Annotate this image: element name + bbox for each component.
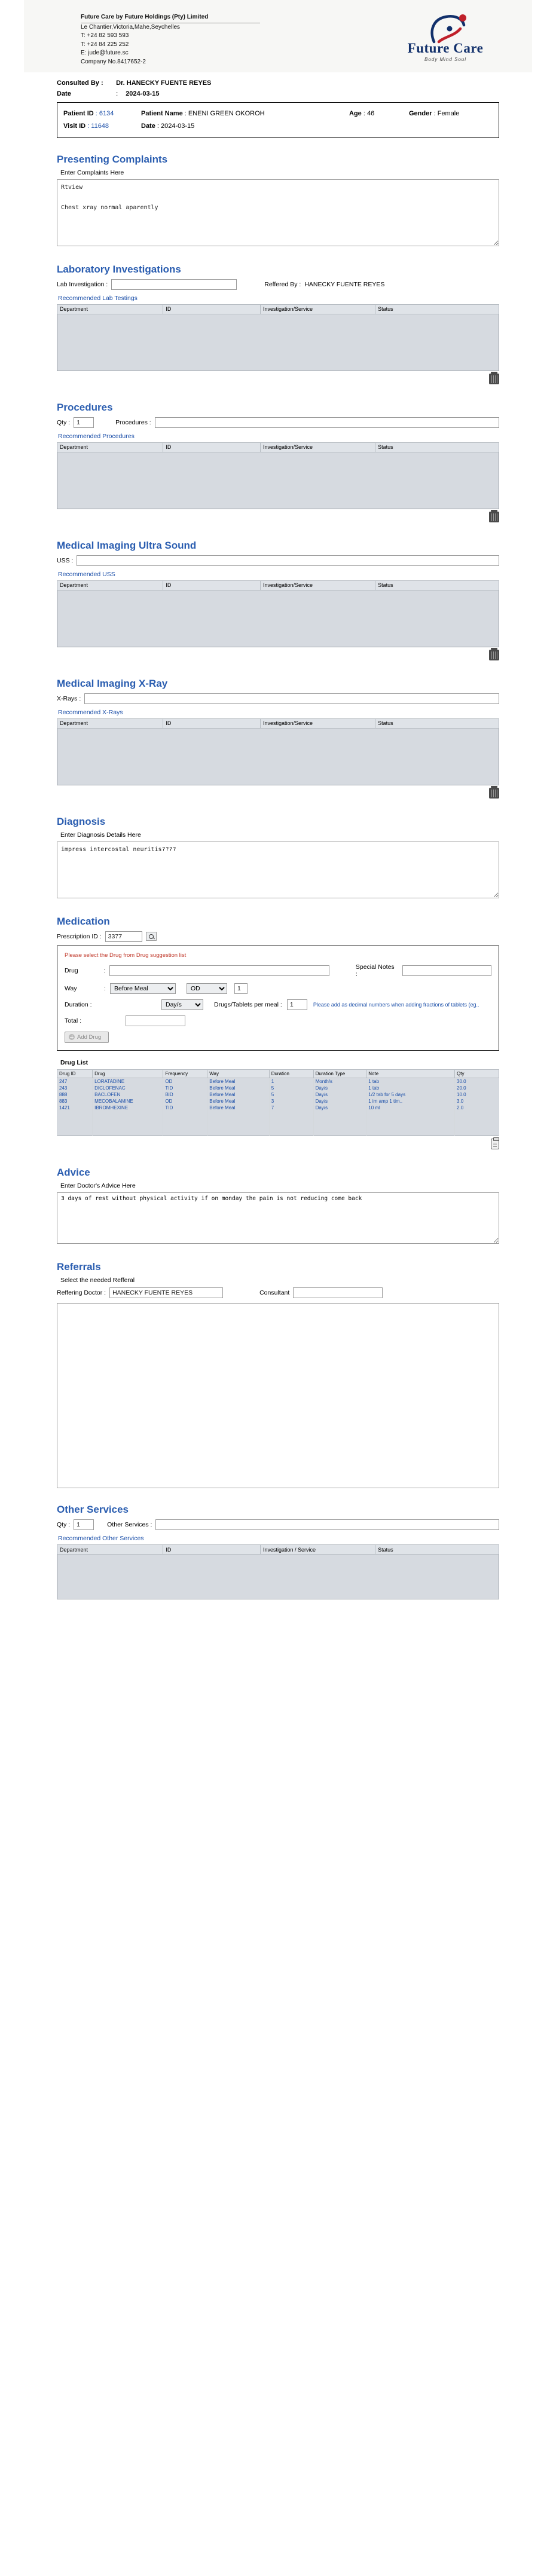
clinic-name: Future Care by Future Holdings (Pty) Limited xyxy=(81,13,260,23)
drug-col-note: Note xyxy=(366,1069,455,1078)
uss-field-label: USS : xyxy=(57,556,74,564)
presenting-complaints-section xyxy=(57,154,499,248)
drug-col-id: Drug ID xyxy=(57,1069,93,1078)
patient-id-label: Patient ID xyxy=(63,110,94,117)
uss-col-id: ID xyxy=(163,580,261,590)
drug-cell-empty xyxy=(57,1111,93,1119)
referrals-subtitle: Select the needed Refferal xyxy=(60,1277,135,1284)
diagnosis-title: Diagnosis xyxy=(57,815,106,827)
drug-cell-7: 2.0 xyxy=(455,1105,499,1111)
drug-cell-7: 3.0 xyxy=(455,1098,499,1105)
drug-col-duration-type: Duration Type xyxy=(313,1069,366,1078)
lab-investigation-input[interactable] xyxy=(111,279,237,290)
drug-cell-3: Before Meal xyxy=(207,1091,269,1098)
add-drug-label: Add Drug xyxy=(77,1033,102,1041)
drug-cell-empty xyxy=(455,1119,499,1128)
procedures-grid-body xyxy=(57,452,499,509)
trash-icon[interactable] xyxy=(489,374,499,384)
patient-age-label: Age xyxy=(349,110,362,117)
drug-cell-empty xyxy=(313,1119,366,1128)
os-col-service: Investigation / Service xyxy=(260,1545,375,1555)
table-header-row xyxy=(57,442,499,452)
decimal-note: Please add as decimal numbers when adding fractions of tablets (eg.. xyxy=(313,1001,479,1008)
drug-cell-1: IBROMHEXINE xyxy=(93,1105,163,1111)
drug-cell-empty xyxy=(207,1119,269,1128)
table-row-empty xyxy=(57,1111,499,1119)
patient-name-value: : ENENI GREEN OKOROH xyxy=(184,110,265,117)
table-row-empty xyxy=(57,1128,499,1136)
xray-input[interactable] xyxy=(84,693,499,704)
complaints-subtitle: Enter Complaints Here xyxy=(60,169,124,176)
drug-cell-7: 10.0 xyxy=(455,1091,499,1098)
other-services-grid-body xyxy=(57,1555,499,1599)
xray-title: Medical Imaging X-Ray xyxy=(57,677,168,689)
table-header-row xyxy=(57,304,499,314)
xray-col-service: Investigation/Service xyxy=(260,718,375,728)
drug-cell-0: 883 xyxy=(57,1098,93,1105)
patient-age-value: : 46 xyxy=(363,110,375,117)
consult-date-row xyxy=(57,90,499,97)
procedures-qty-label: Qty : xyxy=(57,418,71,426)
referrals-section xyxy=(57,1261,499,1488)
patient-row-2 xyxy=(63,120,493,133)
drug-cell-1: MECOBALAMINE xyxy=(93,1098,163,1105)
lab-col-service: Investigation/Service xyxy=(260,304,375,314)
visit-id-value: : 11648 xyxy=(87,122,109,130)
consulted-by-row xyxy=(57,79,499,87)
laboratory-title: Laboratory Investigations xyxy=(57,263,181,275)
drug-cell-empty xyxy=(455,1111,499,1119)
drug-cell-0: 243 xyxy=(57,1085,93,1091)
medication-warning: Please select the Drug from Drug suggestion list xyxy=(65,952,187,959)
table-header-row xyxy=(57,580,499,590)
frequency-extra-input[interactable] xyxy=(234,983,248,994)
other-services-qty-label: Qty : xyxy=(57,1521,71,1529)
uss-input[interactable] xyxy=(77,555,499,566)
clinic-info xyxy=(81,13,260,66)
prescription-id-label: Prescription ID : xyxy=(57,932,102,940)
duration-row xyxy=(65,999,491,1010)
table-header-row xyxy=(57,1069,499,1078)
drug-cell-empty xyxy=(313,1111,366,1119)
drugs-per-meal-label: Drugs/Tablets per meal : xyxy=(214,1001,282,1008)
drug-cell-empty xyxy=(163,1119,207,1128)
drug-cell-empty xyxy=(93,1128,163,1136)
special-notes-label: Special Notes : xyxy=(355,963,395,978)
procedures-delete-row xyxy=(57,512,499,524)
clipboard-icon[interactable] xyxy=(491,1139,499,1149)
patient-details-box xyxy=(57,102,499,138)
duration-unit-select[interactable] xyxy=(161,999,203,1010)
lab-investigation-label: Lab Investigation : xyxy=(57,280,108,288)
consult-date-colon: : xyxy=(116,90,118,97)
drug-cell-empty xyxy=(57,1128,93,1136)
drug-list-table xyxy=(57,1069,499,1137)
drug-col-frequency: Frequency xyxy=(163,1069,207,1078)
other-services-grid xyxy=(57,1544,499,1599)
drug-cell-empty xyxy=(269,1111,313,1119)
drug-cell-7: 30.0 xyxy=(455,1078,499,1085)
visit-id-label: Visit ID xyxy=(63,122,86,130)
uss-col-service: Investigation/Service xyxy=(260,580,375,590)
table-header-row xyxy=(57,718,499,728)
table-row[interactable] xyxy=(57,1098,499,1105)
ultrasound-section xyxy=(57,540,499,662)
patient-row-1 xyxy=(63,108,493,120)
other-services-qty-input[interactable] xyxy=(74,1519,94,1530)
uss-grid-header xyxy=(57,580,499,591)
recommended-uss-link[interactable]: Recommended USS xyxy=(58,570,115,578)
total-row xyxy=(65,1015,491,1026)
consultant-input[interactable] xyxy=(293,1287,383,1298)
clinic-address: Le Chantier,Victoria,Mahe,Seychelles xyxy=(81,23,181,30)
plus-icon xyxy=(69,1034,75,1040)
logo-text-future: Future xyxy=(407,41,450,56)
drug-cell-4: 1 xyxy=(269,1078,313,1085)
complaints-textarea[interactable] xyxy=(57,179,499,246)
logo-swoosh-icon xyxy=(413,13,478,44)
drug-colon: : xyxy=(103,966,106,974)
uss-col-department: Department xyxy=(57,580,163,590)
frequency-select[interactable] xyxy=(187,983,227,994)
table-row[interactable] xyxy=(57,1105,499,1111)
advice-textarea[interactable] xyxy=(57,1192,499,1244)
lab-grid-body xyxy=(57,314,499,371)
drugs-per-meal-input[interactable] xyxy=(287,999,307,1010)
proc-col-department: Department xyxy=(57,442,163,452)
drug-cell-5: Day/s xyxy=(313,1085,366,1091)
patient-id-value: : 6134 xyxy=(95,110,114,117)
lab-referred-by-label: Reffered By : xyxy=(264,280,301,288)
visit-date-value: : 2024-03-15 xyxy=(157,122,195,130)
drug-cell-2: OD xyxy=(163,1098,207,1105)
table-row[interactable] xyxy=(57,1078,499,1085)
lab-referred-by-value: HANECKY FUENTE REYES xyxy=(304,280,385,288)
total-label: Total : xyxy=(65,1017,82,1024)
logo-text-care: Care xyxy=(453,41,484,56)
drug-cell-2: BID xyxy=(163,1091,207,1098)
drug-cell-5: Day/s xyxy=(313,1098,366,1105)
referring-doctor-row xyxy=(57,1287,499,1298)
os-col-status: Status xyxy=(375,1545,499,1555)
referring-doctor-label: Reffering Doctor : xyxy=(57,1289,106,1297)
total-input[interactable] xyxy=(126,1015,185,1026)
xray-col-status: Status xyxy=(375,718,499,728)
clinic-email: E: jude@future.sc xyxy=(81,50,129,56)
clinic-phone-1: T: +24 82 593 593 xyxy=(81,32,129,39)
procedures-qty-input[interactable] xyxy=(74,417,94,428)
xray-delete-row xyxy=(57,788,499,800)
medication-section xyxy=(57,916,499,1152)
xray-field-label: X-Rays : xyxy=(57,695,81,702)
drug-cell-6: 1 tab xyxy=(366,1085,455,1091)
duration-label: Duration : xyxy=(65,1001,92,1008)
medication-title: Medication xyxy=(57,915,110,927)
drug-cell-6: 1 tab xyxy=(366,1078,455,1085)
drug-cell-1: DICLOFENAC xyxy=(93,1085,163,1091)
drug-cell-0: 1421 xyxy=(57,1105,93,1111)
drug-cell-empty xyxy=(366,1111,455,1119)
drug-cell-empty xyxy=(313,1128,366,1136)
xray-col-department: Department xyxy=(57,718,163,728)
trash-icon[interactable] xyxy=(489,512,499,522)
drug-cell-2: TID xyxy=(163,1105,207,1111)
consult-date-label: Date xyxy=(57,90,71,97)
lab-delete-row xyxy=(57,374,499,386)
xray-grid-header xyxy=(57,718,499,729)
drug-cell-1: BACLOFEN xyxy=(93,1091,163,1098)
drug-cell-empty xyxy=(163,1128,207,1136)
logo-icon xyxy=(395,13,496,44)
drug-cell-6: 1 im amp 1 tim.. xyxy=(366,1098,455,1105)
page-header xyxy=(24,0,532,72)
drug-cell-empty xyxy=(269,1128,313,1136)
drug-col-way: Way xyxy=(207,1069,269,1078)
consultant-label: Consultant xyxy=(259,1289,290,1297)
drug-cell-3: Before Meal xyxy=(207,1105,269,1111)
consulted-by-label: Consulted By : xyxy=(57,79,103,87)
procedures-field-label: Procedures : xyxy=(115,418,151,426)
proc-col-status: Status xyxy=(375,442,499,452)
diagnosis-textarea[interactable] xyxy=(57,842,499,898)
recommended-xrays-link[interactable]: Recommended X-Rays xyxy=(58,708,123,716)
clinic-company-no: Company No.8417652-2 xyxy=(81,58,146,65)
uss-title: Medical Imaging Ultra Sound xyxy=(57,539,197,551)
drug-delete-row xyxy=(57,1139,499,1151)
drug-cell-2: OD xyxy=(163,1078,207,1085)
uss-input-row xyxy=(57,555,499,566)
lab-results-grid xyxy=(57,304,499,371)
uss-delete-row xyxy=(57,650,499,662)
prescription-id-input[interactable] xyxy=(105,931,142,942)
proc-col-id: ID xyxy=(163,442,261,452)
drug-label: Drug xyxy=(65,966,78,974)
drug-cell-empty xyxy=(93,1111,163,1119)
table-header-row xyxy=(57,1545,499,1555)
other-services-grid-header xyxy=(57,1544,499,1555)
drug-cell-4: 5 xyxy=(269,1085,313,1091)
lab-col-id: ID xyxy=(163,304,261,314)
complaints-title: Presenting Complaints xyxy=(57,153,168,165)
other-services-section xyxy=(57,1504,499,1599)
consultation-info xyxy=(24,72,532,97)
drug-cell-empty xyxy=(207,1111,269,1119)
drug-cell-empty xyxy=(366,1119,455,1128)
xray-grid-body xyxy=(57,729,499,785)
drug-cell-7: 20.0 xyxy=(455,1085,499,1091)
drug-cell-1: LORATADINE xyxy=(93,1078,163,1085)
drug-cell-5: Month/s xyxy=(313,1078,366,1085)
drug-list-body xyxy=(57,1078,499,1136)
xray-grid xyxy=(57,718,499,785)
procedures-grid xyxy=(57,442,499,509)
trash-icon[interactable] xyxy=(489,788,499,799)
laboratory-section xyxy=(57,264,499,386)
visit-date-label: Date xyxy=(141,122,155,130)
xray-col-id: ID xyxy=(163,718,261,728)
drug-cell-empty xyxy=(163,1111,207,1119)
recommended-procedures-link[interactable]: Recommended Procedures xyxy=(58,432,135,440)
table-row-empty xyxy=(57,1119,499,1128)
drug-input[interactable] xyxy=(109,965,329,976)
consult-date-value: 2024-03-15 xyxy=(126,90,160,97)
lab-grid-header xyxy=(57,304,499,314)
xray-input-row xyxy=(57,693,499,704)
os-col-id: ID xyxy=(163,1545,261,1555)
recommended-other-services-link[interactable]: Recommended Other Services xyxy=(58,1535,144,1543)
drug-list-label: Drug List xyxy=(60,1058,88,1066)
drug-cell-empty xyxy=(269,1119,313,1128)
lab-input-row xyxy=(57,279,499,290)
other-services-input-row xyxy=(57,1519,499,1530)
medication-entry-box xyxy=(57,946,499,1051)
patient-gender-value: : Female xyxy=(433,110,460,117)
referral-list-area[interactable] xyxy=(57,1303,499,1488)
other-services-input[interactable] xyxy=(155,1519,499,1530)
add-drug-row xyxy=(65,1032,491,1043)
procedures-input[interactable] xyxy=(155,417,499,428)
way-row xyxy=(65,983,491,994)
drug-cell-4: 7 xyxy=(269,1105,313,1111)
drug-cell-5: Day/s xyxy=(313,1091,366,1098)
way-colon: : xyxy=(104,984,106,992)
uss-grid xyxy=(57,580,499,647)
procedures-grid-header xyxy=(57,442,499,452)
other-services-field-label: Other Services : xyxy=(107,1521,152,1529)
uss-grid-body xyxy=(57,591,499,647)
proc-col-service: Investigation/Service xyxy=(260,442,375,452)
way-select[interactable] xyxy=(110,983,176,994)
drug-cell-0: 247 xyxy=(57,1078,93,1085)
logo-tagline: Body Mind Soul xyxy=(424,57,467,62)
drug-cell-3: Before Meal xyxy=(207,1098,269,1105)
drug-col-duration: Duration xyxy=(269,1069,313,1078)
clinic-phone-2: T: +24 84 225 252 xyxy=(81,41,129,48)
clinic-logo xyxy=(395,13,496,62)
drug-cell-2: TID xyxy=(163,1085,207,1091)
advice-subtitle: Enter Doctor's Advice Here xyxy=(60,1182,136,1190)
diagnosis-section xyxy=(57,816,499,900)
prescription-id-row xyxy=(57,931,499,942)
drug-cell-6: 1/2 tab for 5 days xyxy=(366,1091,455,1098)
advice-title: Advice xyxy=(57,1167,90,1179)
recommended-lab-testings-link[interactable]: Recommended Lab Testings xyxy=(58,294,138,302)
drug-cell-0: 888 xyxy=(57,1091,93,1098)
table-row[interactable] xyxy=(57,1085,499,1091)
table-row[interactable] xyxy=(57,1091,499,1098)
drug-col-qty: Qty xyxy=(455,1069,499,1078)
other-services-title: Other Services xyxy=(57,1504,129,1516)
drug-cell-4: 5 xyxy=(269,1091,313,1098)
lab-col-department: Department xyxy=(57,304,163,314)
xray-section xyxy=(57,678,499,800)
drug-cell-empty xyxy=(207,1128,269,1136)
procedures-section xyxy=(57,402,499,524)
search-icon[interactable] xyxy=(146,932,157,941)
diagnosis-subtitle: Enter Diagnosis Details Here xyxy=(60,831,141,839)
lab-col-status: Status xyxy=(375,304,499,314)
drug-col-drug: Drug xyxy=(93,1069,163,1078)
drug-cell-empty xyxy=(455,1128,499,1136)
drug-cell-5: Day/s xyxy=(313,1105,366,1111)
uss-col-status: Status xyxy=(375,580,499,590)
way-label: Way xyxy=(65,984,77,992)
trash-icon[interactable] xyxy=(489,650,499,660)
drug-cell-4: 3 xyxy=(269,1098,313,1105)
drug-row xyxy=(65,963,491,978)
drug-cell-empty xyxy=(366,1128,455,1136)
referrals-title: Referrals xyxy=(57,1261,101,1273)
consulted-by-value: Dr. HANECKY FUENTE REYES xyxy=(116,79,212,87)
referring-doctor-input[interactable] xyxy=(109,1287,223,1298)
drug-cell-6: 10 ml xyxy=(366,1105,455,1111)
patient-name-label: Patient Name xyxy=(141,110,183,117)
os-col-department: Department xyxy=(57,1545,163,1555)
procedures-title: Procedures xyxy=(57,401,113,413)
drug-cell-empty xyxy=(93,1119,163,1128)
add-drug-button[interactable] xyxy=(65,1032,109,1043)
patient-gender-label: Gender xyxy=(409,110,432,117)
advice-section xyxy=(57,1167,499,1246)
drug-cell-3: Before Meal xyxy=(207,1078,269,1085)
special-notes-input[interactable] xyxy=(402,965,491,976)
drug-cell-3: Before Meal xyxy=(207,1085,269,1091)
procedures-input-row xyxy=(57,417,499,428)
drug-cell-empty xyxy=(57,1119,93,1128)
